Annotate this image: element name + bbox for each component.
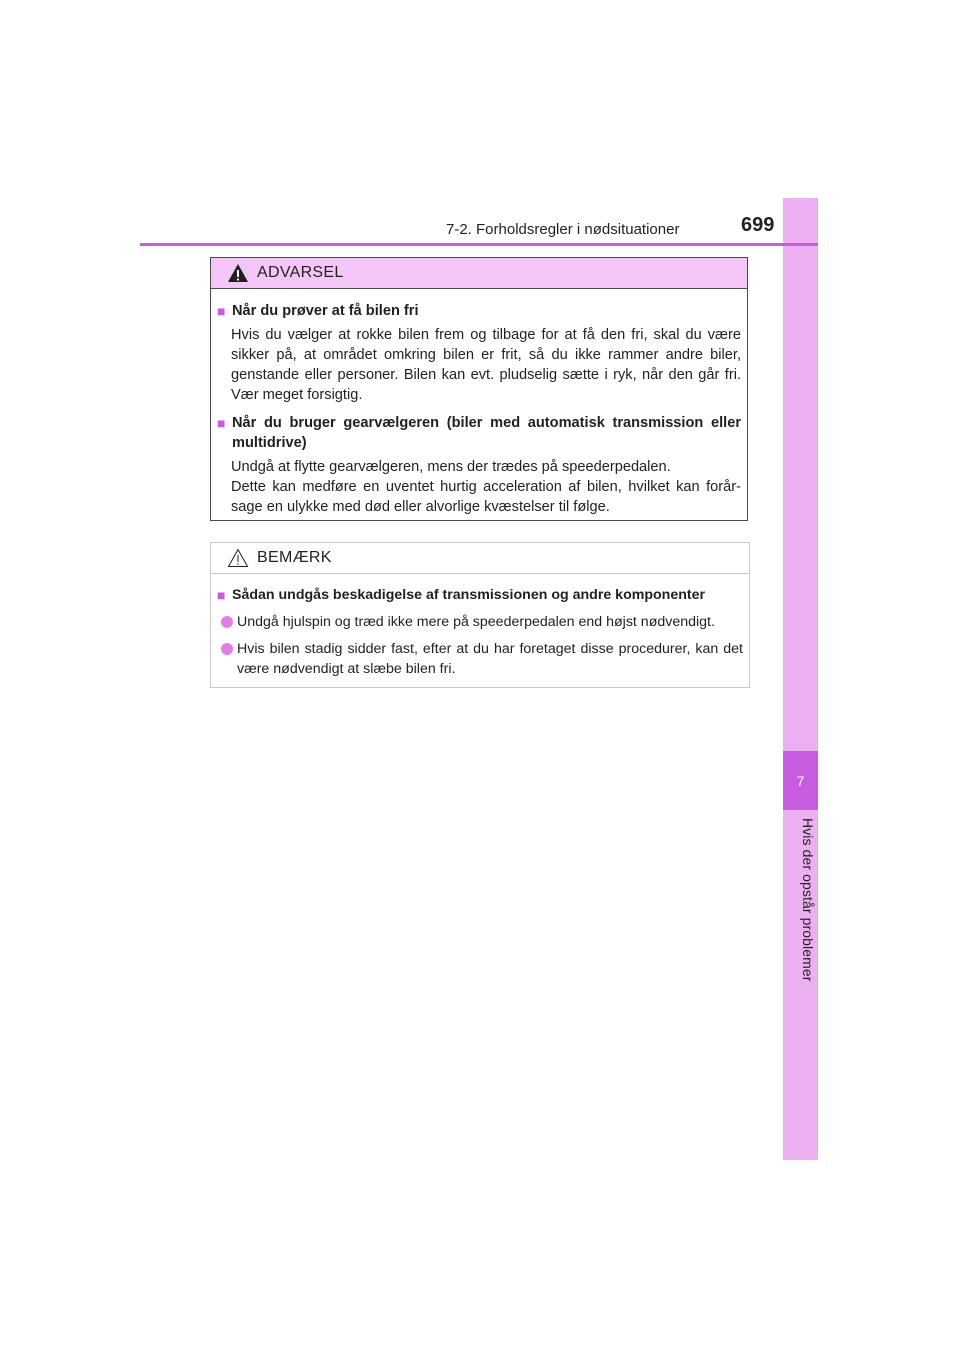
- warning-box: [210, 257, 748, 521]
- warning-body: [211, 289, 747, 517]
- square-bullet-icon: ■: [217, 415, 226, 431]
- notice-heading: ■ Sådan undgås beskadigelse af transmissionen og andre komponenter: [217, 587, 706, 603]
- notice-bullet: Undgå hjulspin og træd ikke mere på speederpedalen end højst nødvendigt.: [217, 612, 743, 632]
- warning-triangle-icon: [227, 263, 249, 283]
- chapter-number: 7: [783, 751, 818, 810]
- section-title: 7-2. Forholdsregler i nødsituationer: [446, 221, 680, 238]
- notice-body: [211, 574, 749, 679]
- circle-bullet-icon: [221, 616, 233, 628]
- warning-item-heading: ■ Når du prøver at få bilen fri: [217, 303, 419, 319]
- square-bullet-icon: ■: [217, 303, 226, 319]
- square-bullet-icon: ■: [217, 587, 226, 603]
- notice-header: [211, 543, 749, 574]
- notice-title: BEMÆRK: [257, 549, 332, 566]
- warning-title: ADVARSEL: [257, 264, 344, 281]
- warning-header: [211, 258, 747, 289]
- warning-item-text: Undgå at flytte gearvælgeren, mens der trædes på speederpedalen. Dette kan medføre en uventet hurtig acceleration af bilen, hvilket kan forår-sage en ulykke med død eller alvorlige kvæstelser til følge.: [231, 459, 741, 515]
- chapter-title: Hvis der opstår problemer: [800, 818, 816, 982]
- notice-box: [210, 542, 750, 688]
- header-rule: [140, 243, 818, 246]
- caution-triangle-icon: [227, 548, 249, 568]
- notice-bullet: Hvis bilen stadig sidder fast, efter at du har foretaget disse procedurer, kan det være nødvendigt at slæbe bilen fri.: [217, 639, 743, 679]
- warning-item-heading: ■ Når du bruger gearvælgeren (biler med automatisk transmission eller multidrive): [217, 415, 741, 451]
- warning-item-text: Hvis du vælger at rokke bilen frem og tilbage for at få den fri, skal du være sikker på, at området omkring bilen er frit, så du ikke rammer andre biler, genstande eller personer. Bilen kan evt. pludselig sætte i ryk, når den går fri. Vær meget forsigtig.: [231, 327, 741, 403]
- side-tab: [783, 198, 818, 1160]
- circle-bullet-icon: [221, 643, 233, 655]
- page-number: 699: [741, 214, 775, 236]
